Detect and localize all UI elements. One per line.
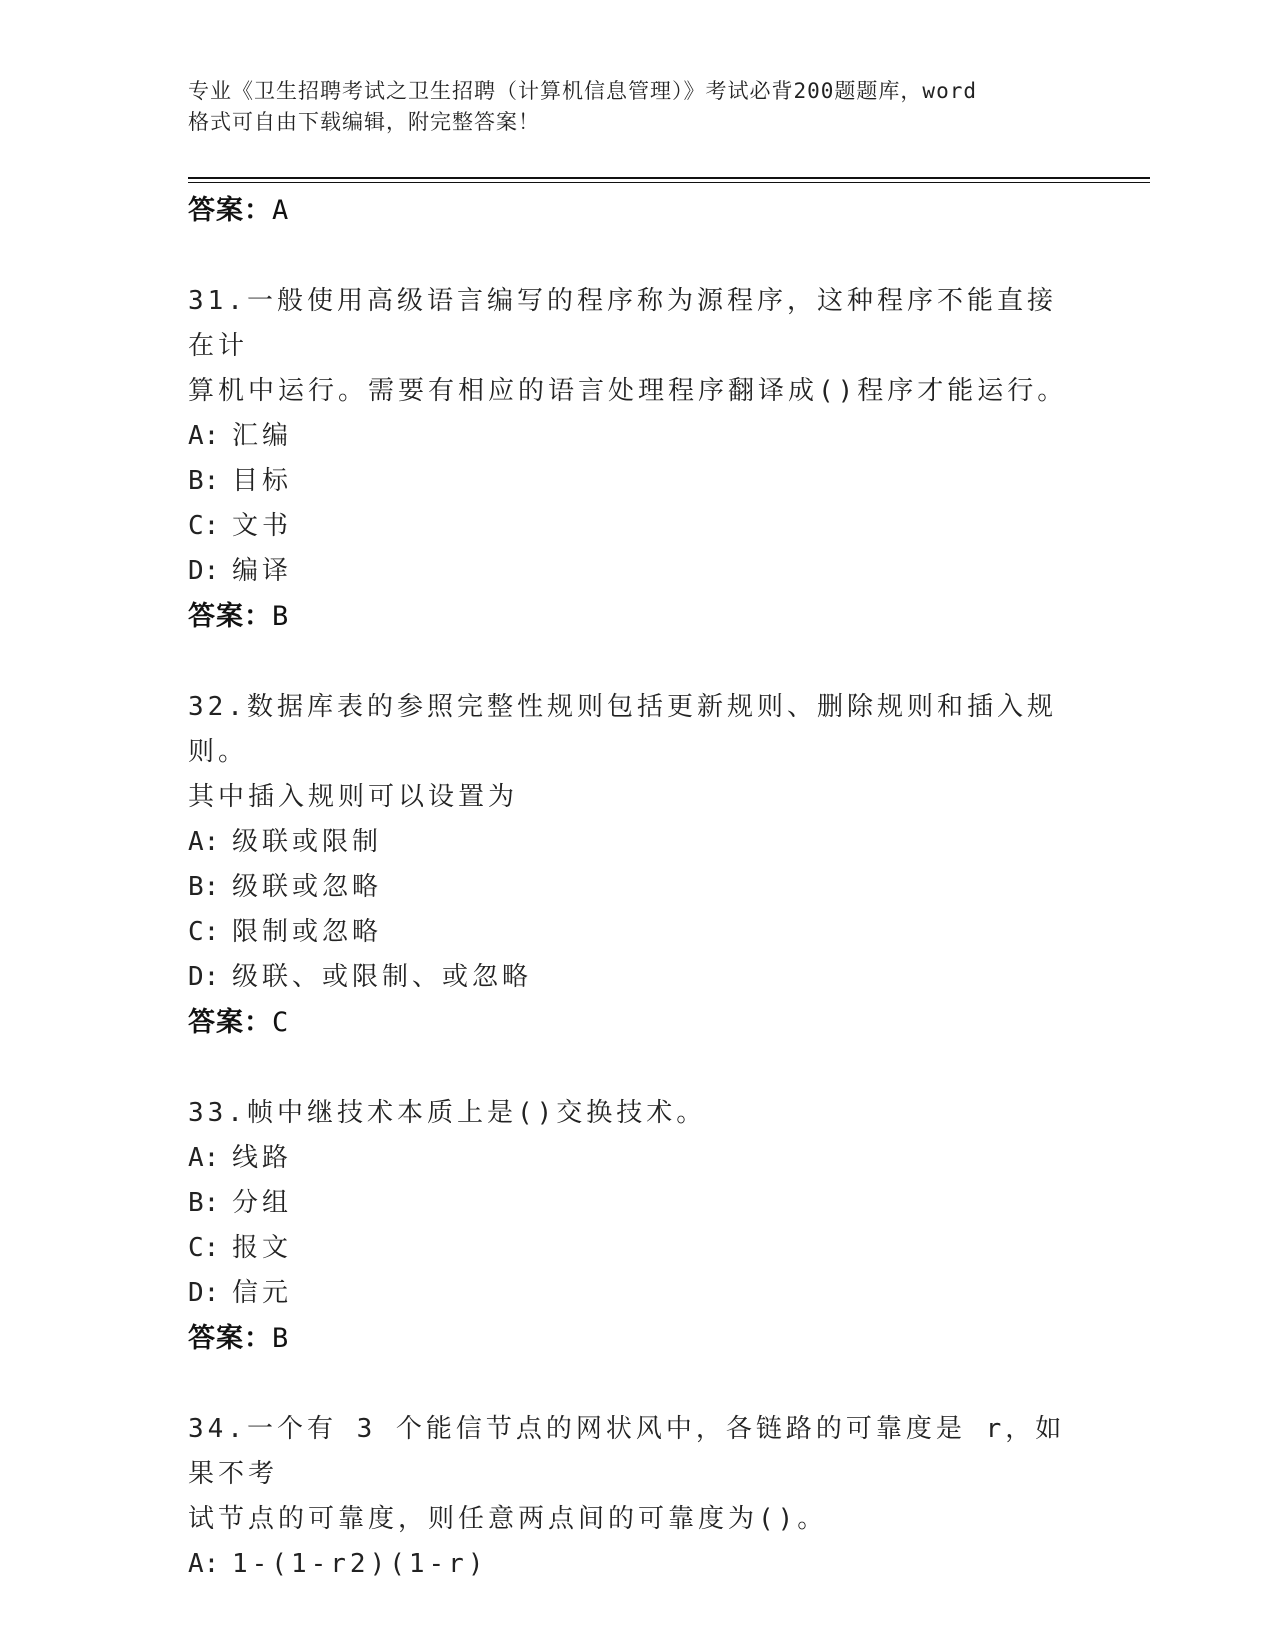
- question-text-line: 其中插入规则可以设置为: [188, 782, 519, 812]
- option-b: [188, 1181, 1088, 1226]
- option-key: B:: [188, 466, 220, 496]
- header-line-1: 专业《卫生招聘考试之卫生招聘（计算机信息管理）》考试必背200题题库，word: [188, 79, 977, 103]
- option-key: D:: [188, 1278, 220, 1308]
- option-text: 文书: [232, 511, 293, 541]
- option-key: C:: [188, 511, 220, 541]
- spacer: [188, 1361, 1088, 1407]
- option-d: [188, 549, 1088, 594]
- header-line-2: 格式可自由下载编辑，附完整答案！: [188, 110, 540, 134]
- option-text: 级联、或限制、或忽略: [232, 962, 533, 992]
- option-a: [188, 820, 1088, 865]
- option-text: 目标: [232, 466, 293, 496]
- option-b: [188, 865, 1088, 910]
- spacer: [188, 233, 1088, 279]
- option-text: 1-(1-r2)(1-r): [232, 1549, 488, 1579]
- answer-31: [188, 594, 1088, 639]
- option-text: 信元: [232, 1278, 293, 1308]
- option-key: D:: [188, 962, 220, 992]
- option-text: 报文: [232, 1233, 293, 1263]
- question-32: [188, 685, 1068, 820]
- option-key: A:: [188, 421, 220, 451]
- question-text-line: 31.一般使用高级语言编写的程序称为源程序，这种程序不能直接在计: [188, 286, 1057, 361]
- option-c: [188, 1226, 1088, 1271]
- header-divider-thin: [188, 182, 1150, 183]
- document-header: [188, 76, 1088, 138]
- option-key: A:: [188, 1549, 220, 1579]
- question-31: [188, 279, 1068, 414]
- header-divider-thick: [188, 177, 1150, 179]
- option-key: A:: [188, 827, 220, 857]
- question-text-line: 试节点的可靠度，则任意两点间的可靠度为()。: [188, 1504, 828, 1534]
- answer-33: [188, 1316, 1088, 1361]
- option-a: [188, 414, 1088, 459]
- answer-value: C: [272, 1007, 290, 1038]
- answer-value: A: [272, 195, 290, 226]
- option-text: 汇编: [232, 421, 293, 451]
- spacer: [188, 1045, 1088, 1091]
- option-key: C:: [188, 917, 220, 947]
- answer-label: 答案：: [188, 601, 272, 632]
- question-text-line: 算机中运行。需要有相应的语言处理程序翻译成()程序才能运行。: [188, 376, 1068, 406]
- option-key: A:: [188, 1143, 220, 1173]
- answer-prev: [188, 188, 1088, 233]
- option-b: [188, 459, 1088, 504]
- option-c: [188, 504, 1088, 549]
- question-33: [188, 1091, 1068, 1136]
- option-key: B:: [188, 872, 220, 902]
- option-text: 级联或忽略: [232, 872, 383, 902]
- document-body: [188, 188, 1088, 1587]
- option-c: [188, 910, 1088, 955]
- answer-label: 答案：: [188, 195, 272, 226]
- option-text: 限制或忽略: [232, 917, 383, 947]
- question-text-line: 33.帧中继技术本质上是()交换技术。: [188, 1098, 707, 1128]
- option-d: [188, 955, 1088, 1000]
- answer-label: 答案：: [188, 1323, 272, 1354]
- option-d: [188, 1271, 1088, 1316]
- option-text: 分组: [232, 1188, 293, 1218]
- option-text: 级联或限制: [232, 827, 383, 857]
- question-34: [188, 1407, 1068, 1542]
- option-key: C:: [188, 1233, 220, 1263]
- option-a: [188, 1136, 1088, 1181]
- option-text: 线路: [232, 1143, 293, 1173]
- option-a: [188, 1542, 1088, 1587]
- option-text: 编译: [232, 556, 293, 586]
- option-key: D:: [188, 556, 220, 586]
- answer-label: 答案：: [188, 1007, 272, 1038]
- answer-value: B: [272, 1323, 290, 1354]
- option-key: B:: [188, 1188, 220, 1218]
- answer-32: [188, 1000, 1088, 1045]
- answer-value: B: [272, 601, 290, 632]
- question-text-line: 32.数据库表的参照完整性规则包括更新规则、删除规则和插入规则。: [188, 692, 1057, 767]
- spacer: [188, 639, 1088, 685]
- question-text-line: 34.一个有 3 个能信节点的网状风中，各链路的可靠度是 r，如果不考: [188, 1414, 1066, 1489]
